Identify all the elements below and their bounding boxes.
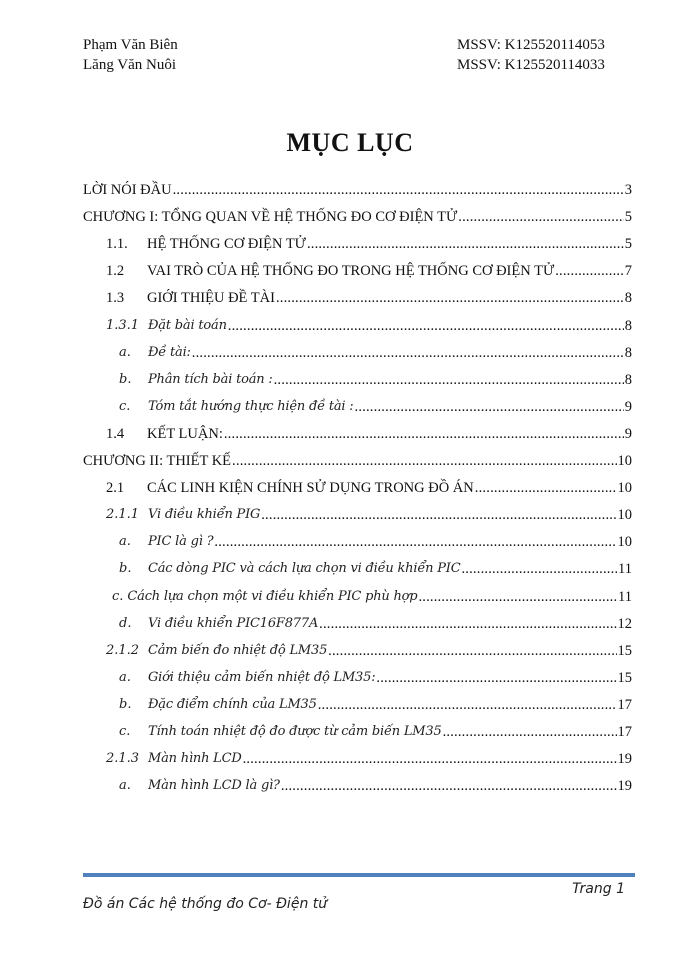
toc-entry-page-number: 17: [617, 724, 632, 740]
toc-dot-leader: [214, 532, 616, 552]
toc-entry-page-number: 10: [617, 480, 632, 497]
toc-dot-leader: [318, 695, 617, 715]
toc-dot-leader: [376, 668, 616, 688]
toc-entry-number: b.: [119, 696, 132, 712]
toc-dot-leader: [475, 478, 617, 498]
toc-entry-page-number: 10: [617, 507, 632, 524]
toc-entry[interactable]: [112, 585, 632, 607]
toc-entry-page-number: 8: [624, 344, 632, 361]
toc-entry-page-number: 19: [617, 778, 632, 795]
toc-dot-leader: [328, 641, 616, 661]
toc-dot-leader: [461, 559, 617, 579]
toc-entry-page-number: 3: [624, 182, 632, 198]
toc-dot-leader: [274, 370, 624, 390]
toc-entry[interactable]: [119, 530, 632, 552]
toc-entry-title: Màn hình LCD: [148, 751, 242, 767]
toc-entry-title: KẾT LUẬN:: [147, 425, 223, 442]
toc-entry-number: 1.3: [106, 290, 125, 307]
toc-entry-number: 1.2: [106, 263, 125, 280]
toc-entry-page-number: 7: [624, 263, 632, 280]
toc-entry-page-number: 15: [617, 669, 632, 686]
toc-entry[interactable]: [119, 341, 632, 363]
toc-entry[interactable]: [119, 774, 632, 796]
toc-entry[interactable]: [119, 368, 632, 390]
toc-entry-page-number: 5: [624, 209, 632, 226]
toc-dot-leader: [243, 749, 617, 769]
toc-entry-page-number: 8: [624, 290, 632, 307]
toc-dot-leader: [307, 234, 624, 254]
toc-dot-leader: [173, 180, 624, 200]
toc-entry[interactable]: [83, 178, 632, 200]
toc-entry-title: Đặc điểm chính của LM35: [148, 696, 317, 712]
toc-entry[interactable]: [83, 449, 632, 471]
toc-entry-title: Đề tài:: [148, 344, 191, 360]
toc-entry[interactable]: [119, 557, 632, 579]
toc-entry-title: Các dòng PIC và cách lựa chọn vi điều khiển PIC: [148, 561, 461, 577]
toc-entry-page-number: 9: [624, 398, 632, 415]
toc-dot-leader: [224, 424, 624, 444]
toc-entry-number: 1.4: [106, 425, 125, 442]
toc-entry-number: 2.1: [106, 480, 125, 497]
toc-dot-leader: [228, 316, 624, 336]
toc-entry-title: CHƯƠNG I: TỔNG QUAN VỀ HỆ THỐNG ĐO CƠ ĐIỆN TỬ: [83, 209, 458, 226]
toc-dot-leader: [355, 397, 624, 417]
toc-entry-page-number: 10: [617, 453, 632, 469]
toc-entry-title: GIỚI THIỆU ĐỀ TÀI: [147, 290, 275, 307]
toc-dot-leader: [276, 288, 624, 308]
toc-entry-title: Vi điều khiển PIC16F877A: [148, 615, 319, 631]
toc-entry[interactable]: [119, 612, 632, 634]
toc-entry-number: b.: [119, 371, 132, 387]
toc-entry[interactable]: [106, 286, 632, 308]
toc-dot-leader: [555, 261, 624, 281]
author-name-1: Phạm Văn Biên: [83, 37, 178, 53]
toc-dot-leader: [192, 343, 624, 363]
toc-entry-number: c.: [112, 588, 124, 604]
toc-entry-number: 2.1.1: [106, 507, 140, 523]
toc-entry-page-number: 11: [618, 588, 632, 605]
toc-dot-leader: [281, 776, 617, 796]
toc-entry-page-number: 15: [617, 642, 632, 659]
toc-entry-page-number: 9: [624, 425, 632, 442]
toc-dot-leader: [232, 451, 616, 471]
toc-entry-number: a.: [119, 669, 131, 685]
toc-entry-number: a.: [119, 778, 131, 794]
toc-entry-title: HỆ THỐNG CƠ ĐIỆN TỬ: [147, 236, 306, 253]
toc-dot-leader: [261, 505, 616, 525]
toc-entry[interactable]: [119, 693, 632, 715]
toc-entry[interactable]: [106, 422, 632, 444]
toc-entry[interactable]: [106, 314, 632, 336]
toc-entry[interactable]: [106, 639, 632, 661]
footer-page-number: Trang 1: [572, 881, 625, 897]
toc-entry[interactable]: [106, 232, 632, 254]
toc-entry-page-number: 8: [624, 317, 632, 334]
toc-entry-number: a.: [119, 344, 131, 360]
toc-entry-number: 2.1.3: [106, 751, 140, 767]
toc-entry-page-number: 11: [618, 561, 632, 578]
toc-entry[interactable]: [83, 205, 632, 227]
toc-dot-leader: [443, 722, 617, 742]
toc-entry-title: Cảm biến đo nhiệt độ LM35: [148, 642, 328, 658]
footer-divider: [83, 873, 635, 877]
toc-entry-title: VAI TRÒ CỦA HỆ THỐNG ĐO TRONG HỆ THỐNG CƠ ĐIỆN TỬ: [147, 263, 555, 280]
toc-entry-title: PIC là gì ?: [148, 534, 214, 550]
author-student-id-1: MSSV: K125520114053: [457, 37, 605, 53]
author-name-2: Lăng Văn Nuôi: [83, 57, 177, 73]
toc-dot-leader: [418, 587, 617, 607]
toc-entry-title: LỜI NÓI ĐẦU: [83, 182, 172, 198]
toc-entry-title: Giới thiệu cảm biến nhiệt độ LM35:: [148, 669, 376, 685]
toc-entry[interactable]: [119, 720, 632, 742]
toc-entry-title: Tóm tắt hướng thực hiện đề tài :: [148, 398, 354, 414]
toc-entry-title: Phân tích bài toán :: [148, 371, 273, 387]
toc-entry-page-number: 17: [617, 696, 632, 713]
toc-entry-number: a.: [119, 534, 131, 550]
toc-dot-leader: [458, 207, 624, 227]
toc-entry-number: c.: [119, 724, 131, 739]
toc-entry-page-number: 8: [624, 371, 632, 388]
toc-entry-title: Đặt bài toán: [148, 317, 227, 333]
toc-entry[interactable]: [106, 747, 632, 769]
toc-entry-number: b.: [119, 561, 132, 577]
toc-entry-title: Vi điều khiển PIG: [148, 507, 261, 523]
toc-entry-page-number: 5: [624, 236, 632, 253]
toc-entry[interactable]: [119, 395, 632, 417]
toc-entry-title: Cách lựa chọn một vi điều khiển PIC phù hợp: [127, 588, 418, 604]
toc-entry[interactable]: [106, 476, 632, 498]
toc-entry-number: c.: [119, 398, 131, 414]
toc-dot-leader: [319, 614, 616, 634]
toc-entry-number: 2.1.2: [106, 642, 140, 658]
author-student-id-2: MSSV: K125520114033: [457, 57, 605, 73]
toc-entry-title: Tính toán nhiệt độ đo được từ cảm biến LM35: [148, 724, 442, 739]
toc-entry[interactable]: [106, 503, 632, 525]
toc-entry-number: 1.3.1: [106, 317, 140, 333]
toc-entry-number: 1.1.: [106, 236, 128, 253]
footer-document-title: Đồ án Các hệ thống đo Cơ- Điện tử: [83, 896, 328, 912]
toc-entry-page-number: 12: [617, 615, 632, 632]
toc-entry-title: Màn hình LCD là gì?: [148, 778, 280, 794]
toc-entry-title: CHƯƠNG II: THIẾT KẾ: [83, 453, 232, 469]
toc-entry-page-number: 10: [617, 534, 632, 551]
toc-entry-page-number: 19: [617, 751, 632, 768]
toc-entry-number: d.: [119, 615, 132, 631]
toc-entry[interactable]: [119, 666, 632, 688]
page-title: MỤC LỤC: [286, 128, 414, 157]
toc-entry[interactable]: [106, 259, 632, 281]
toc-entry-title: CÁC LINH KIỆN CHÍNH SỬ DỤNG TRONG ĐỒ ÁN: [147, 480, 474, 497]
